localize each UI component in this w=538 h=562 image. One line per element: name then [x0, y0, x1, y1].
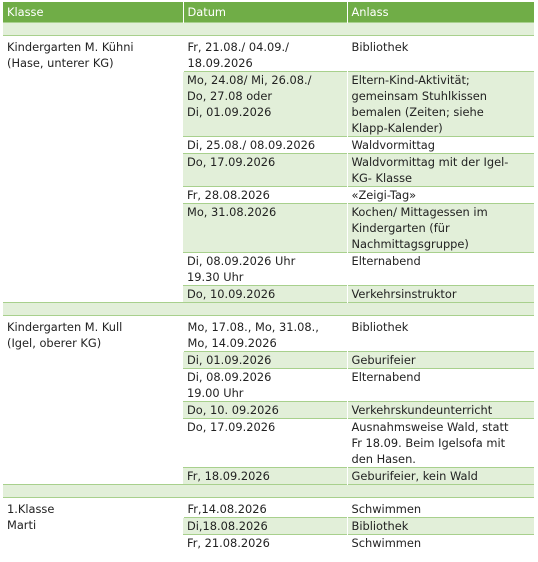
schedule-document — [3, 2, 534, 551]
datum-cell: Do, 17.09.2026 — [183, 154, 347, 187]
anlass-cell: Bibliothek — [347, 518, 534, 535]
datum-cell: Fr, 21.08./ 04.09./ 18.09.2026 — [183, 36, 347, 72]
anlass-cell: Waldvormittag mit der Igel- KG- Klasse — [347, 154, 534, 187]
anlass-cell: Elternabend — [347, 253, 534, 286]
datum-cell: Mo, 31.08.2026 — [183, 204, 347, 253]
datum-cell: Fr,14.08.2026 — [183, 498, 347, 518]
datum-cell: Fr, 18.09.2026 — [183, 468, 347, 485]
anlass-cell: Ausnahmsweise Wald, statt Fr 18.09. Beim Igelsofa mit den Hasen. — [347, 419, 534, 468]
anlass-cell: Geburifeier, kein Wald — [347, 468, 534, 485]
datum-cell: Di, 08.09.2026 Uhr 19.30 Uhr — [183, 253, 347, 286]
datum-cell: Fr, 21.08.2026 — [183, 535, 347, 552]
anlass-cell: Elternabend — [347, 369, 534, 402]
datum-cell: Do, 17.09.2026 — [183, 419, 347, 468]
group-spacer-row — [3, 485, 534, 498]
schedule-table — [3, 2, 534, 551]
anlass-cell: «Zeigi-Tag» — [347, 187, 534, 204]
table-row — [3, 316, 534, 352]
anlass-cell: Verkehrsinstruktor — [347, 286, 534, 303]
spacer-cell — [3, 23, 534, 36]
datum-cell: Di, 25.08./ 08.09.2026 — [183, 137, 347, 154]
anlass-cell: Schwimmen — [347, 535, 534, 552]
table-row — [3, 498, 534, 518]
header-datum: Datum — [183, 2, 347, 23]
datum-cell: Mo, 17.08., Mo, 31.08., Mo, 14.09.2026 — [183, 316, 347, 352]
header-anlass: Anlass — [347, 2, 534, 23]
table-body — [3, 23, 534, 552]
datum-cell: Mo, 24.08/ Mi, 26.08./ Do, 27.08 oder Di, 01.09.2026 — [183, 72, 347, 137]
anlass-cell: Kochen/ Mittagessen im Kindergarten (für Nachmittagsgruppe) — [347, 204, 534, 253]
datum-cell: Di, 08.09.2026 19.00 Uhr — [183, 369, 347, 402]
group-spacer-row — [3, 303, 534, 316]
datum-cell: Di, 01.09.2026 — [183, 352, 347, 369]
table-row — [3, 36, 534, 72]
anlass-cell: Eltern-Kind-Aktivität; gemeinsam Stuhlkissen bemalen (Zeiten; siehe Klapp-Kalender) — [347, 72, 534, 137]
anlass-cell: Schwimmen — [347, 498, 534, 518]
anlass-cell: Waldvormittag — [347, 137, 534, 154]
anlass-cell: Bibliothek — [347, 36, 534, 72]
datum-cell: Do, 10.09.2026 — [183, 286, 347, 303]
header-klasse: Klasse — [3, 2, 183, 23]
table-header-row — [3, 2, 534, 23]
datum-cell: Fr, 28.08.2026 — [183, 187, 347, 204]
spacer-cell — [3, 485, 534, 498]
anlass-cell: Verkehrskundeunterricht — [347, 402, 534, 419]
group-spacer-row — [3, 23, 534, 36]
anlass-cell: Geburifeier — [347, 352, 534, 369]
anlass-cell: Bibliothek — [347, 316, 534, 352]
klasse-cell: 1.Klasse Marti — [3, 498, 183, 552]
klasse-cell: Kindergarten M. Kühni (Hase, unterer KG) — [3, 36, 183, 303]
spacer-cell — [3, 303, 534, 316]
klasse-cell: Kindergarten M. Kull (Igel, oberer KG) — [3, 316, 183, 485]
datum-cell: Do, 10. 09.2026 — [183, 402, 347, 419]
datum-cell: Di,18.08.2026 — [183, 518, 347, 535]
